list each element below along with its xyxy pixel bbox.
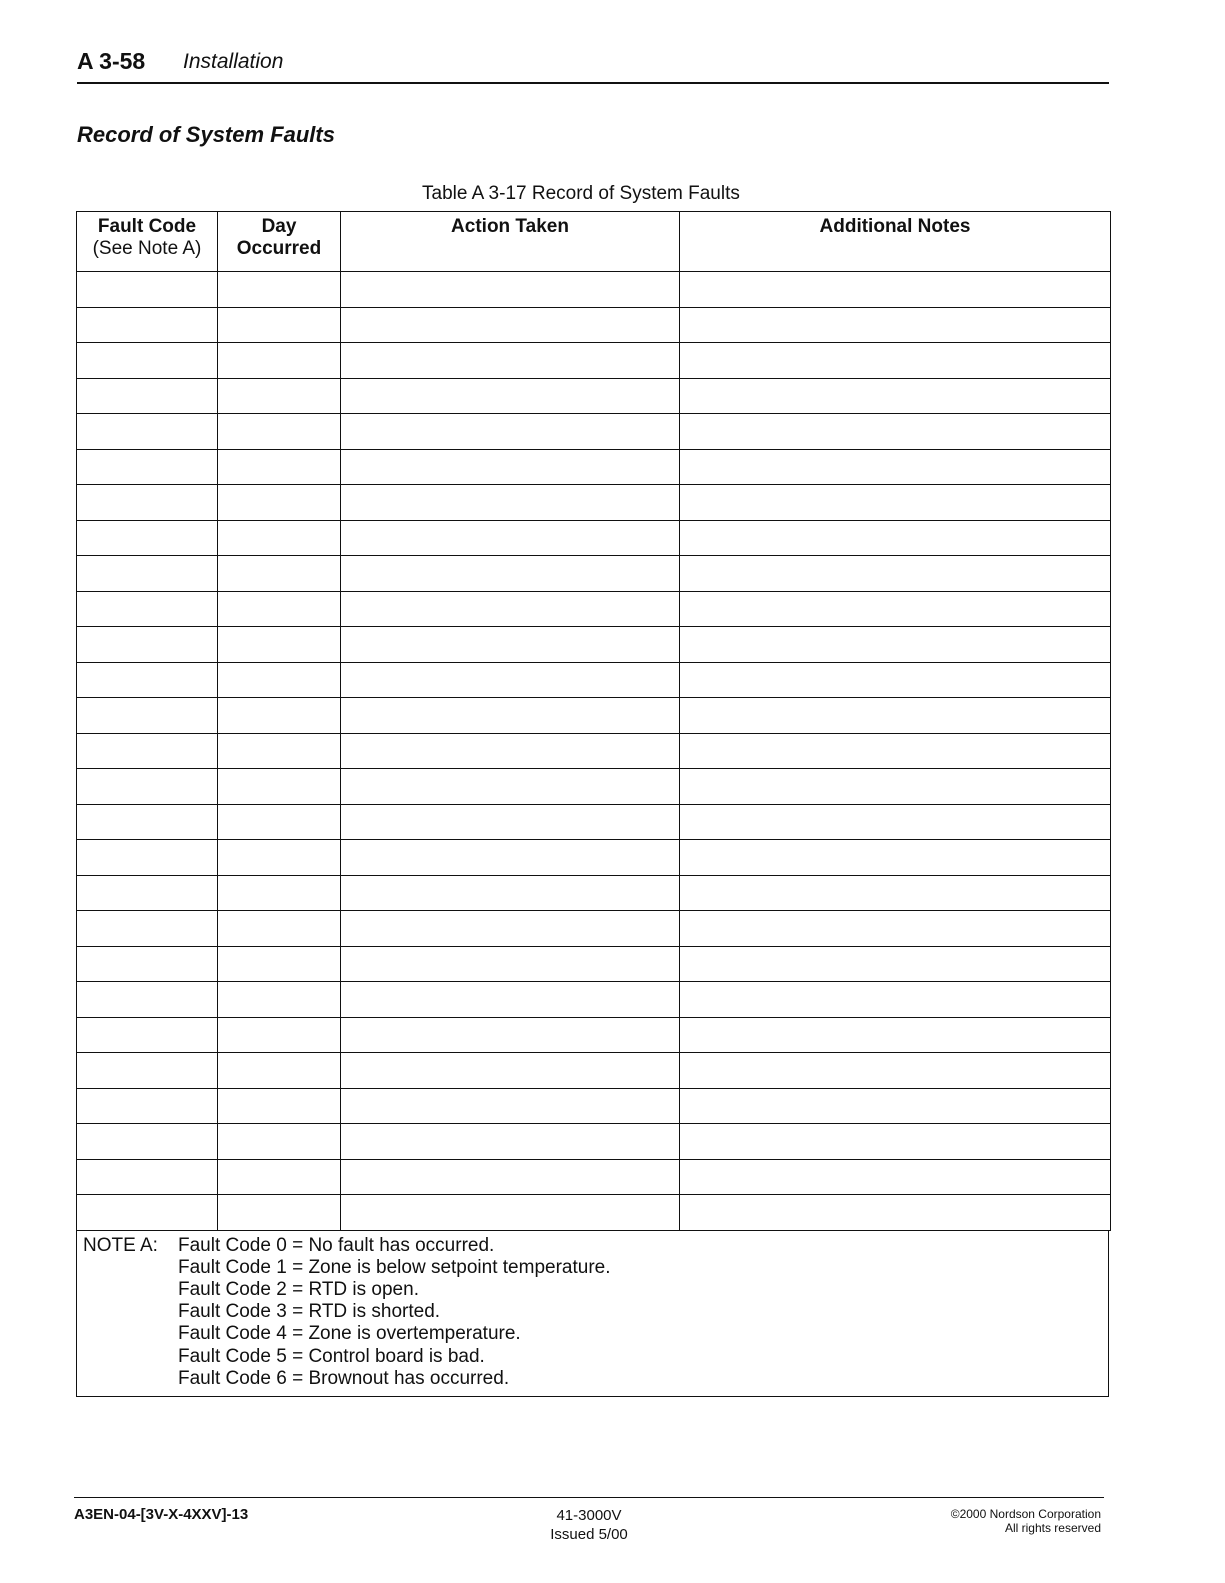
additional-notes-cell <box>680 875 1111 911</box>
day-occurred-cell <box>218 272 341 308</box>
additional-notes-cell <box>680 911 1111 947</box>
running-head: Installation <box>183 50 284 73</box>
day-occurred-cell <box>218 485 341 521</box>
additional-notes-cell <box>680 1159 1111 1195</box>
action-taken-cell <box>341 698 680 734</box>
action-taken-cell <box>341 556 680 592</box>
table-row <box>77 1159 1111 1195</box>
document-code: A3EN-04-[3V-X-4XXV]-13 <box>74 1506 249 1523</box>
day-occurred-cell <box>218 378 341 414</box>
note-line: Fault Code 6 = Brownout has occurred. <box>178 1367 510 1389</box>
additional-notes-cell <box>680 733 1111 769</box>
table-row <box>77 698 1111 734</box>
table-row <box>77 875 1111 911</box>
additional-notes-cell <box>680 378 1111 414</box>
note-line: Fault Code 4 = Zone is overtemperature. <box>178 1323 521 1345</box>
column-header-label: Additional Notes <box>819 216 971 237</box>
fault-code-cell <box>77 769 218 805</box>
additional-notes-cell <box>680 1195 1111 1231</box>
action-taken-cell <box>341 591 680 627</box>
fault-code-cell <box>77 982 218 1018</box>
day-occurred-cell <box>218 449 341 485</box>
fault-code-cell <box>77 698 218 734</box>
action-taken-cell <box>341 449 680 485</box>
additional-notes-cell <box>680 698 1111 734</box>
day-occurred-cell <box>218 556 341 592</box>
day-occurred-cell <box>218 591 341 627</box>
fault-code-cell <box>77 1088 218 1124</box>
table-row <box>77 556 1111 592</box>
day-occurred-cell <box>218 662 341 698</box>
table-row <box>77 662 1111 698</box>
fault-code-cell <box>77 946 218 982</box>
table-caption: Table A 3-17 Record of System Faults <box>422 183 740 204</box>
action-taken-cell <box>341 520 680 556</box>
action-taken-cell <box>341 946 680 982</box>
additional-notes-cell <box>680 272 1111 308</box>
additional-notes-cell <box>680 946 1111 982</box>
copyright-line: ©2000 Nordson Corporation <box>950 1507 1101 1521</box>
table-row <box>77 840 1111 876</box>
fault-code-cell <box>77 1159 218 1195</box>
additional-notes-cell <box>680 485 1111 521</box>
action-taken-cell <box>341 733 680 769</box>
fault-code-cell <box>77 378 218 414</box>
additional-notes-cell <box>680 982 1111 1018</box>
section-title: Record of System Faults <box>77 122 335 147</box>
action-taken-cell <box>341 627 680 663</box>
fault-code-cell <box>77 449 218 485</box>
table-row <box>77 520 1111 556</box>
note-line: Fault Code 3 = RTD is shorted. <box>178 1301 441 1323</box>
additional-notes-cell <box>680 449 1111 485</box>
action-taken-cell <box>341 804 680 840</box>
action-taken-cell <box>341 1053 680 1089</box>
table-row <box>77 804 1111 840</box>
copyright-notice <box>951 1507 1101 1535</box>
action-taken-cell <box>341 840 680 876</box>
table-row <box>77 343 1111 379</box>
note-lines <box>178 1235 611 1390</box>
note-a-box <box>76 1231 1109 1397</box>
action-taken-cell <box>341 1195 680 1231</box>
table-row <box>77 378 1111 414</box>
column-header-label: Day <box>261 216 297 237</box>
column-header-additional-notes <box>680 212 1111 272</box>
day-occurred-cell <box>218 769 341 805</box>
day-occurred-cell <box>218 946 341 982</box>
fault-code-cell <box>77 840 218 876</box>
table-row <box>77 982 1111 1018</box>
note-line: Fault Code 2 = RTD is open. <box>178 1278 419 1300</box>
table-row <box>77 307 1111 343</box>
fault-code-cell <box>77 1017 218 1053</box>
action-taken-cell <box>341 1124 680 1160</box>
column-header-label: Fault Code <box>97 216 197 237</box>
note-line: Fault Code 0 = No fault has occurred. <box>178 1234 495 1256</box>
table-row <box>77 414 1111 450</box>
day-occurred-cell <box>218 840 341 876</box>
day-occurred-cell <box>218 1017 341 1053</box>
additional-notes-cell <box>680 591 1111 627</box>
day-occurred-cell <box>218 1195 341 1231</box>
day-occurred-cell <box>218 307 341 343</box>
table-row <box>77 1195 1111 1231</box>
action-taken-cell <box>341 1159 680 1195</box>
fault-code-cell <box>77 875 218 911</box>
fault-code-cell <box>77 1195 218 1231</box>
note-line: Fault Code 5 = Control board is bad. <box>178 1345 485 1367</box>
fault-record-table <box>76 211 1110 1397</box>
action-taken-cell <box>341 343 680 379</box>
fault-code-cell <box>77 520 218 556</box>
day-occurred-cell <box>218 1124 341 1160</box>
day-occurred-cell <box>218 1053 341 1089</box>
additional-notes-cell <box>680 627 1111 663</box>
action-taken-cell <box>341 272 680 308</box>
day-occurred-cell <box>218 733 341 769</box>
page-header <box>77 46 1109 84</box>
additional-notes-cell <box>680 769 1111 805</box>
fault-code-cell <box>77 804 218 840</box>
day-occurred-cell <box>218 414 341 450</box>
fault-code-cell <box>77 307 218 343</box>
additional-notes-cell <box>680 343 1111 379</box>
day-occurred-cell <box>218 875 341 911</box>
note-label: NOTE A: <box>83 1234 158 1256</box>
fault-code-cell <box>77 911 218 947</box>
additional-notes-cell <box>680 520 1111 556</box>
action-taken-cell <box>341 662 680 698</box>
table-row <box>77 1124 1111 1160</box>
column-header-label: Action Taken <box>451 216 569 237</box>
column-header-sublabel: (See Note A) <box>92 238 202 259</box>
page-footer <box>74 1497 1104 1548</box>
day-occurred-cell <box>218 982 341 1018</box>
day-occurred-cell <box>218 520 341 556</box>
fault-code-cell <box>77 556 218 592</box>
part-number: 41-3000V <box>556 1507 622 1524</box>
fault-code-cell <box>77 414 218 450</box>
table-row <box>77 272 1111 308</box>
table-row <box>77 1017 1111 1053</box>
fault-code-cell <box>77 485 218 521</box>
action-taken-cell <box>341 875 680 911</box>
action-taken-cell <box>341 414 680 450</box>
action-taken-cell <box>341 1017 680 1053</box>
fault-code-cell <box>77 662 218 698</box>
rights-line: All rights reserved <box>1004 1521 1101 1535</box>
fault-code-cell <box>77 272 218 308</box>
fault-code-cell <box>77 1124 218 1160</box>
action-taken-cell <box>341 378 680 414</box>
column-header-day-occurred <box>218 212 341 272</box>
table-row <box>77 627 1111 663</box>
action-taken-cell <box>341 485 680 521</box>
table-row <box>77 1053 1111 1089</box>
note-line: Fault Code 1 = Zone is below setpoint temperature. <box>178 1256 611 1278</box>
table-row <box>77 1088 1111 1124</box>
column-header-action-taken <box>341 212 680 272</box>
action-taken-cell <box>341 911 680 947</box>
column-header-fault-code <box>77 212 218 272</box>
table-header-row <box>77 212 1111 272</box>
footer-center <box>514 1506 664 1544</box>
additional-notes-cell <box>680 804 1111 840</box>
table-body <box>77 272 1111 1231</box>
table-row <box>77 591 1111 627</box>
additional-notes-cell <box>680 1017 1111 1053</box>
additional-notes-cell <box>680 1053 1111 1089</box>
fault-code-cell <box>77 733 218 769</box>
action-taken-cell <box>341 769 680 805</box>
additional-notes-cell <box>680 1088 1111 1124</box>
day-occurred-cell <box>218 627 341 663</box>
table-row <box>77 769 1111 805</box>
fault-code-cell <box>77 591 218 627</box>
additional-notes-cell <box>680 662 1111 698</box>
action-taken-cell <box>341 982 680 1018</box>
day-occurred-cell <box>218 698 341 734</box>
table-row <box>77 946 1111 982</box>
day-occurred-cell <box>218 343 341 379</box>
issue-date: Issued 5/00 <box>550 1526 628 1543</box>
additional-notes-cell <box>680 1124 1111 1160</box>
page-number: A 3-58 <box>77 48 146 74</box>
additional-notes-cell <box>680 840 1111 876</box>
day-occurred-cell <box>218 804 341 840</box>
day-occurred-cell <box>218 1088 341 1124</box>
additional-notes-cell <box>680 414 1111 450</box>
action-taken-cell <box>341 1088 680 1124</box>
fault-code-cell <box>77 1053 218 1089</box>
table-row <box>77 911 1111 947</box>
fault-code-cell <box>77 627 218 663</box>
table-row <box>77 733 1111 769</box>
additional-notes-cell <box>680 307 1111 343</box>
table-row <box>77 485 1111 521</box>
fault-code-cell <box>77 343 218 379</box>
action-taken-cell <box>341 307 680 343</box>
table-row <box>77 449 1111 485</box>
day-occurred-cell <box>218 1159 341 1195</box>
day-occurred-cell <box>218 911 341 947</box>
additional-notes-cell <box>680 556 1111 592</box>
column-header-sublabel: Occurred <box>236 238 322 259</box>
